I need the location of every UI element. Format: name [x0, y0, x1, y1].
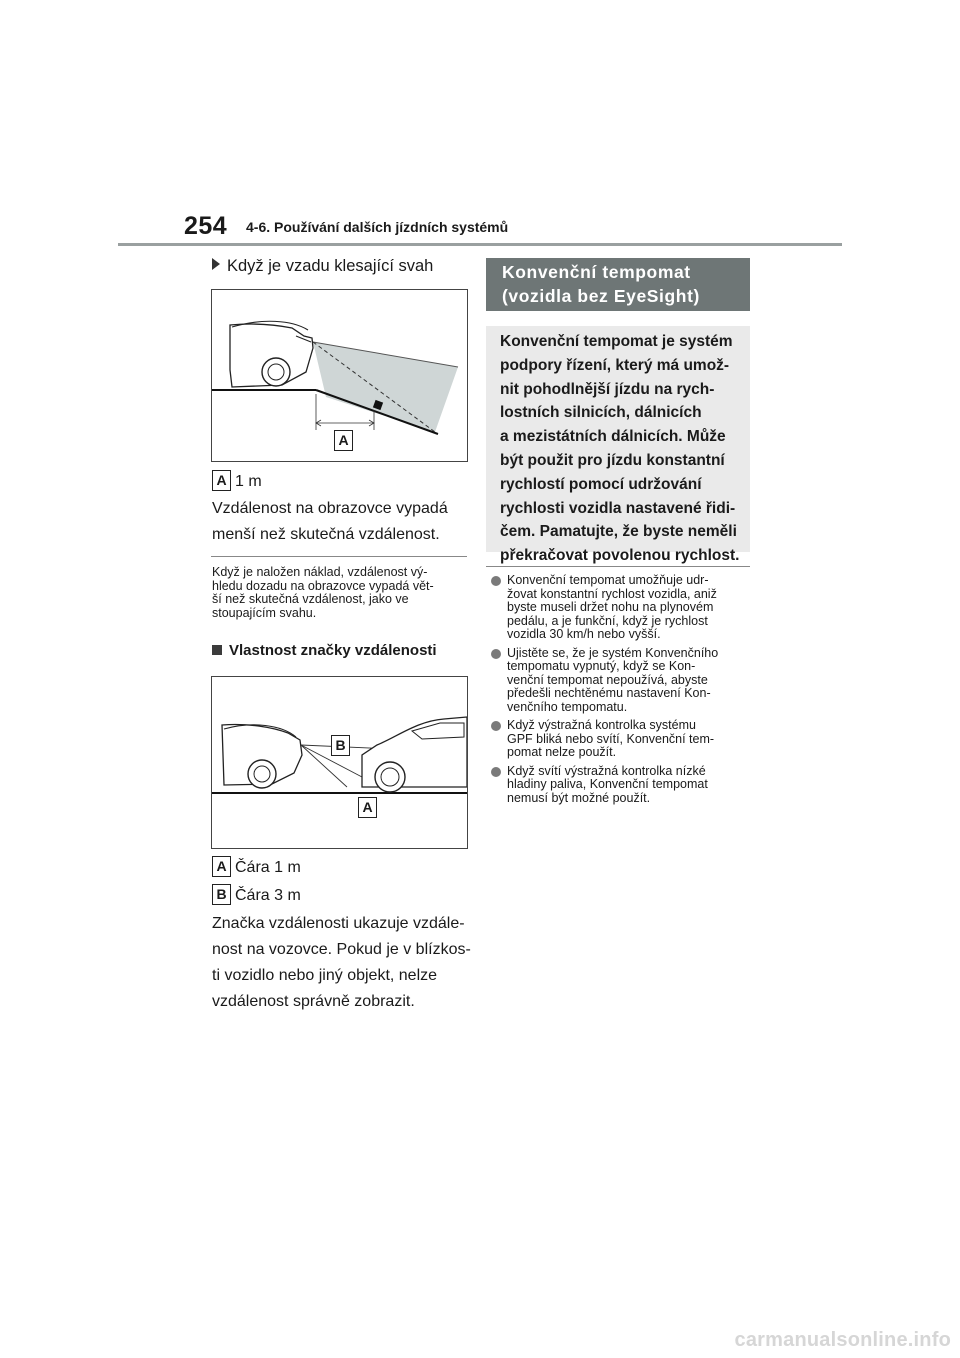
cruise-control-notes: [488, 574, 750, 805]
slope-lead-text: Když je vzadu klesající svah: [227, 257, 434, 275]
load-note-line: Když je naložen náklad, vzdálenost vý-: [212, 565, 428, 579]
note-line: Když výstražná kontrolka systému: [507, 718, 696, 732]
bullet-dot-icon: [491, 767, 501, 777]
note-line: Když svítí výstražná kontrolka nízké: [507, 763, 706, 778]
note-line: předešli nechtěnému nastavení Kon-: [507, 686, 711, 700]
note-item: [488, 647, 750, 715]
square-bullet-icon: [212, 645, 222, 655]
banner-subtitle: (vozidla bez EyeSight): [502, 286, 700, 306]
figure2-callout-a: A: [358, 797, 377, 818]
note-line: byste museli držet nohu na plynovém: [507, 600, 714, 614]
intro-line: rychlosti vozidla nastavené řidi-: [500, 499, 736, 517]
note-item: [488, 765, 750, 806]
slope-paragraph: [212, 496, 448, 548]
distance-mark-heading-text: Vlastnost značky vzdálenosti: [229, 642, 437, 659]
cruise-control-banner: [486, 258, 750, 311]
slope-paragraph-line: menší než skutečná vzdálenost.: [212, 526, 440, 543]
intro-line: čem. Pamatujte, že byste neměli: [500, 523, 737, 541]
note-item: [488, 719, 750, 760]
note-line: Ujistěte se, že je systém Konvenčního: [507, 645, 719, 660]
bullets-divider: [486, 566, 750, 567]
legend-key-b: B: [212, 884, 231, 905]
bullet-dot-icon: [491, 721, 501, 731]
note-divider: [211, 556, 467, 557]
note-line: žovat konstantní rychlost vozidla, aniž: [507, 586, 717, 601]
legend-key-a: A: [212, 856, 231, 877]
note-line: hladiny paliva, Konvenční tempomat: [507, 777, 708, 791]
legend-1m-text: 1 m: [235, 473, 262, 490]
intro-line: rychlostí pomocí udržování: [500, 475, 702, 493]
figure-distance-marks: [211, 676, 468, 849]
figure-downhill-slope: [211, 289, 468, 462]
legend-line-1m: [212, 855, 301, 881]
slope-lead: [212, 257, 433, 276]
distance-mark-paragraph: [212, 911, 471, 1015]
note-line: vozidla 30 km/h nebo vyšší.: [507, 627, 661, 641]
distance-mark-paragraph-line: ti vozidlo nebo jiný objekt, nelze: [212, 967, 438, 984]
legend-line-3m: [212, 883, 301, 909]
legend-line-3m-text: Čára 3 m: [235, 887, 301, 904]
intro-line: být použit pro jízdu konstantní: [500, 451, 725, 469]
bullet-dot-icon: [491, 576, 501, 586]
cruise-control-intro: [486, 326, 750, 565]
note-line: tempomatu vypnutý, když se Kon-: [507, 659, 696, 673]
intro-line: lostních silnicích, dálnicích: [500, 404, 702, 422]
note-line: Konvenční tempomat umožňuje udr-: [507, 573, 709, 587]
intro-line: podpory řízení, který má umož-: [500, 356, 730, 374]
banner-title: Konvenční tempomat: [502, 262, 691, 282]
legend-1m: [212, 469, 262, 495]
figure2-callout-b: B: [331, 735, 350, 756]
bullet-dot-icon: [491, 649, 501, 659]
load-note-line: ší než skutečná vzdálenost, jako ve: [212, 592, 409, 606]
note-line: nemusí být možné použít.: [507, 790, 651, 805]
slope-paragraph-line: Vzdálenost na obrazovce vypadá: [212, 500, 448, 517]
note-line: GPF bliká nebo svítí, Konvenční tem-: [507, 731, 715, 746]
note-line: venčního tempomatu.: [507, 699, 628, 714]
distance-mark-paragraph-line: nost na vozovce. Pokud je v blízkos-: [212, 941, 471, 958]
load-note-line: hledu dozadu na obrazovce vypadá vět-: [212, 578, 434, 593]
distance-mark-paragraph-line: Značka vzdálenosti ukazuje vzdále-: [212, 915, 465, 932]
intro-line: a mezistátních dálnicích. Může: [500, 428, 726, 446]
arrow-bullet-icon: [212, 258, 220, 270]
load-note-line: stoupajícím svahu.: [212, 605, 317, 620]
legend-line-1m-text: Čára 1 m: [235, 859, 301, 876]
note-line: venční tempomat nepoužívá, abyste: [507, 672, 708, 687]
distance-marks-illustration: [212, 677, 467, 848]
legend-key-a: A: [212, 470, 231, 491]
header-divider: [118, 243, 842, 246]
distance-mark-paragraph-line: vzdálenost správně zobrazit.: [212, 993, 415, 1010]
note-line: pedálu, a je funkční, když je rychlost: [507, 613, 708, 628]
page-number: 254: [184, 212, 228, 240]
intro-line: nit pohodlnější jízdu na rych-: [500, 380, 715, 398]
intro-line: Konvenční tempomat je systém: [500, 333, 733, 350]
intro-line: překračovat povolenou rychlost.: [500, 547, 740, 565]
figure1-callout-a: A: [334, 430, 353, 451]
section-title: 4-6. Používání dalších jízdních systémů: [246, 219, 509, 235]
note-item: [488, 574, 750, 642]
note-line: pomat nelze použít.: [507, 745, 617, 759]
distance-mark-heading: [212, 642, 437, 659]
watermark: carmanualsonline.info: [734, 1329, 951, 1351]
load-note: [212, 566, 434, 620]
